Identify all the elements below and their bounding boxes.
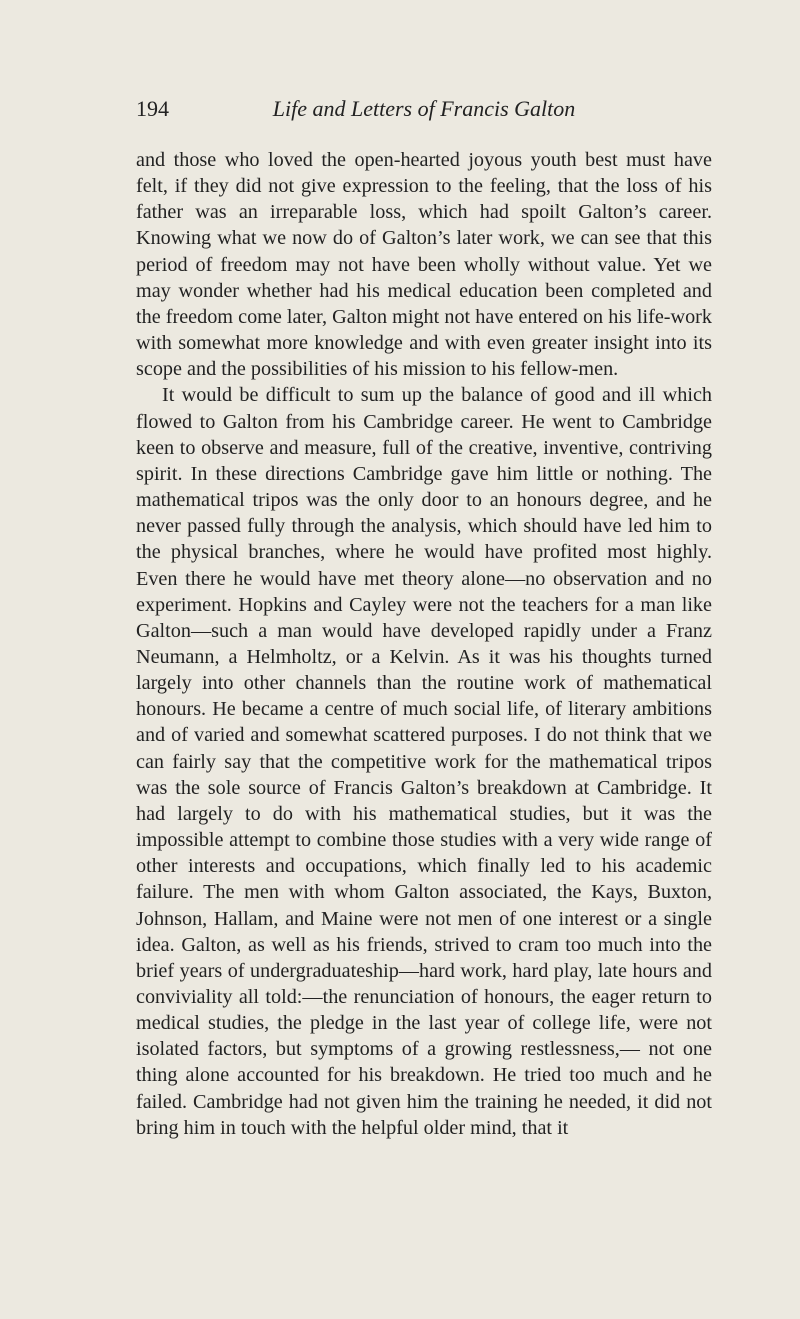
page-header	[136, 96, 712, 124]
body-text	[136, 147, 712, 1141]
paragraph-1: and those who loved the open-hearted joyous youth best must have felt, if they did not give expression to the feeling, that the loss of his father was an irreparable loss, which had spoilt Galton’s career. Knowing what we now do of Galton’s later work, we can see that this period of freedom may not have been wholly without value. Yet we may wonder whether had his medical education been completed and the freedom come later, Galton might not have entered on his life-work with somewhat more knowledge and with even greater insight into its scope and the possibilities of his mission to his fellow-men.	[136, 149, 712, 381]
page-number: 194	[136, 96, 169, 121]
running-title: Life and Letters of Francis Galton	[272, 96, 576, 121]
paragraph-2: It would be difficult to sum up the balance of good and ill which flowed to Galton from his Cambridge career. He went to Cambridge keen to observe and measure, full of the creative, inventive, contriving spirit. In these directions Cambridge gave him little or nothing. The mathematical tripos was the only door to an honours degree, and he never passed fully through the analysis, which should have led him to the physical branches, where he would have profited most highly. Even there he would have met theory alone—no observation and no experiment. Hopkins and Cayley were not the teachers for a man like Galton—such a man would have developed rapidly under a Franz Neumann, a Helmholtz, or a Kelvin. As it was his thoughts turned largely into other channels than the routine work of mathematical honours. He became a centre of much social life, of literary ambitions and of varied and somewhat scattered purposes. I do not think that we can fairly say that the competitive work for the mathematical tripos was the sole source of Francis Galton’s breakdown at Cambridge. It had largely to do with his mathematical studies, but it was the impossible attempt to combine those studies with a very wide range of other interests and occupations, which finally led to his academic failure. The men with whom Galton associated, the Kays, Buxton, Johnson, Hallam, and Maine were not men of one interest or a single idea. Galton, as well as his friends, strived to cram too much into the brief years of undergraduateship—hard work, hard play, late hours and conviviality all told:—the renunciation of honours, the eager return to medical studies, the pledge in the last year of college life, were not isolated factors, but symptoms of a growing restlessness,— not one thing alone accounted for his breakdown. He tried too much and he failed. Cambridge had not given him the training he needed, it did not bring him in touch with the helpful older mind, that it	[136, 384, 712, 1139]
